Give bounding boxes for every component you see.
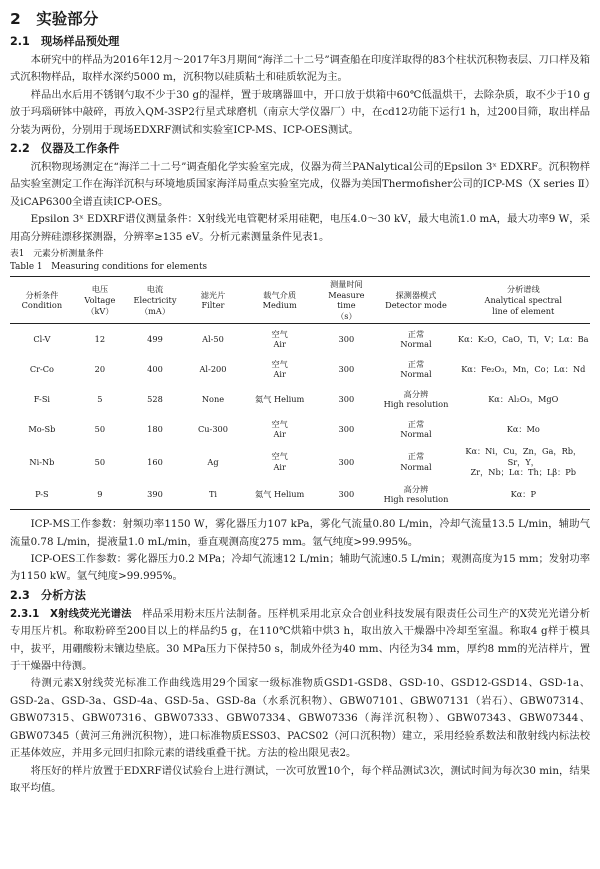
subsection-2-1-title: 2.1 现场样品预处理 — [10, 35, 120, 48]
table-row — [10, 479, 590, 510]
paragraph-2-2-instruments: 沉积物现场测定在“海洋二十二号”调查船化学实验室完成，仪器为荷兰PANalytical公司的Epsilon 3ˣ EDXRF。沉积物样品实验室测定工作在海洋沉积与环境地质国家海洋局重点实验室完成，仪器为美国Thermofisher公司的ICP-MS（X series Ⅱ）及iCAP6300全谱直读ICP-OES。 — [10, 161, 590, 208]
paragraph-2-3-1-standards: 待测元素X射线荧光标准工作曲线选用29个国家一级标准物质GSD1-GSD8、GSD-10、GSD12-GSD14、GSD-1a、GSD-2a、GSD-3a、GSD-4a、GSD-5a、GSD-8a（水系沉积物）、GBW07101、GBW07131（岩石）、GBW07314、GBW07315、GBW07316、GBW07333、GBW07334、GBW07336（海洋沉积物）、GBW07343、GBW07344、GBW07345（黄河三角洲沉积物），进口标准物质ESS03、PACS02（河口沉积物）建立，采用经验系数法和散射线内标法校正基体效应，并用多元回归扣除元素的谱线重叠干扰。方法的检出限见表2。 — [10, 677, 590, 760]
cell-time: 300 — [338, 334, 355, 345]
header-measure-time: 测量时间 Measure time （s） — [317, 277, 375, 324]
cell-medium: 空气 Air — [271, 328, 288, 350]
table-row — [10, 384, 590, 414]
cell-detector: 高分辨 High resolution — [383, 388, 449, 410]
cell-medium: 氦气 Helium — [242, 479, 317, 510]
cell-current: 528 — [147, 394, 163, 405]
cell-voltage: 5 — [97, 394, 103, 405]
paragraph-2-3-1-sample-prep — [10, 606, 590, 676]
cell-medium: 氦气 Helium — [255, 394, 305, 405]
cell-voltage: 50 — [94, 456, 106, 467]
paragraph-2-3-1-text: 样品采用粉末压片法制备。压样机采用北京众合创业科技发展有限责任公司生产的X荧光光谱分析专用压片机。称取粉碎至200目以上的样品约5 g，在110℃烘箱中烘3 h，取出放入干燥器中冷却至室温。称取4 g样于模具中，拔平，用硼酸粉末镶边垫底。30 MPa压力下保持50 s，制成外径为40 mm、内径为34 mm，厚约8 mm的光洁样片，置于干燥器中待测。 — [10, 607, 590, 673]
table-caption-en: Table 1 Measuring conditions for elements — [10, 261, 208, 272]
section-title: 2 实验部分 — [10, 10, 99, 28]
paragraph-icp-oes-parameters: ICP-OES工作参数：雾化器压力0.2 MPa；冷却气流速12 L/min；辅助气流速0.5 L/min；观测高度为15 mm；发射功率为1150 kW。氩气纯度>99.995%。 — [10, 553, 590, 583]
cell-condition: F-Si — [33, 394, 51, 405]
cell-voltage: 12 — [94, 334, 106, 345]
cell-filter: Ag — [207, 456, 219, 467]
cell-time: 300 — [338, 364, 355, 375]
table-header-row — [10, 277, 590, 324]
header-filter: 滤光片 Filter — [184, 277, 242, 324]
table-row — [10, 354, 590, 384]
paragraph-2-2-edxrf-conditions: Epsilon 3ˣ EDXRF谱仪测量条件：X射线光电管靶材采用硅靶，电压4.0～30 kV，最大电流1.0 mA，最大功率9 W，采用高分辨硅漂移探测器，分辨率≥135 eV。分析元素测量条件见表1。 — [10, 213, 590, 243]
cell-current: 390 — [126, 479, 184, 510]
cell-current: 180 — [147, 424, 163, 435]
cell-filter: Al-50 — [202, 334, 224, 345]
paragraph-2-1-samples: 本研究中的样品为2016年12月～2017年3月期间“海洋二十二号”调查船在印度洋取得的83个柱状沉积物表层、刀口样及箱式沉积物样品，取样水深约5000 m，沉积物以硅质粘土和硅质软泥为主。 — [10, 54, 590, 84]
cell-voltage: 20 — [94, 364, 106, 375]
table-row — [10, 444, 590, 479]
cell-spectral-line: Kα：K₂O，CaO，Ti，V；Lα：Ba — [457, 334, 589, 345]
cell-detector: 正常 Normal — [400, 358, 432, 380]
cell-filter: Cu-300 — [198, 424, 228, 435]
table-caption-cn: 表1 元素分析测量条件 — [10, 249, 104, 260]
cell-time: 300 — [338, 424, 355, 435]
cell-current: 400 — [147, 364, 163, 375]
subsection-2-2-title: 2.2 仪器及工作条件 — [10, 142, 120, 156]
page — [10, 6, 590, 797]
cell-medium: 空气 Air — [271, 358, 288, 380]
cell-condition: Ni-Nb — [29, 456, 55, 467]
cell-condition: P-S — [10, 479, 74, 510]
cell-current: 499 — [147, 334, 163, 345]
cell-voltage: 9 — [74, 479, 126, 510]
header-detector-mode: 探测器模式 Detector mode — [375, 277, 456, 324]
paragraph-2-1-pretreatment: 样品出水后用不锈钢勺取不少于30 g的湿样，置于玻璃器皿中，开口放于烘箱中60℃低温烘干，去除杂质，取不少于10 g放于玛瑙研钵中敲碎，再放入QM-3SP2行星式球磨机（南京大学仪器厂）中，在cd12功能下运行1 h，过200目筛，取出样品分装为两份，分别用于现场EDXRF测试和实验室ICP-MS、ICP-OES测试。 — [10, 88, 590, 136]
cell-current: 160 — [147, 456, 163, 467]
cell-time: 300 — [338, 394, 355, 405]
cell-detector: 高分辨 High resolution — [375, 479, 456, 510]
table-row — [10, 414, 590, 444]
cell-filter: None — [201, 394, 225, 405]
cell-spectral-line: Kα：Ni，Cu，Zn，Ga，Rb，Sr，Y， Zr，Nb；Lα：Th；Lβ：Pb — [465, 445, 582, 478]
cell-spectral-line: Kα：P — [457, 479, 590, 510]
cell-medium: 空气 Air — [271, 451, 288, 472]
table-caption — [10, 248, 590, 273]
cell-spectral-line: Kα：Al₂O₃，MgO — [488, 394, 559, 405]
measuring-conditions-table — [10, 276, 590, 510]
cell-voltage: 50 — [94, 424, 106, 435]
cell-spectral-line: Kα：Mo — [506, 424, 540, 435]
header-medium: 载气介质 Medium — [242, 277, 317, 324]
cell-filter: Ti — [184, 479, 242, 510]
table-row — [10, 324, 590, 355]
subsection-2-3-title: 2.3 分析方法 — [10, 588, 86, 602]
header-current: 电流 Electricity （mA） — [126, 277, 184, 324]
cell-medium: 空气 Air — [271, 418, 288, 440]
cell-detector: 正常 Normal — [400, 328, 432, 350]
cell-spectral-line: Kα：Fe₂O₃，Mn，Co；Lα：Nd — [461, 364, 586, 375]
cell-condition: Mo-Sb — [28, 424, 56, 435]
header-spectral-line: 分析谱线 Analytical spectral line of element — [457, 277, 590, 324]
cell-condition: Cr-Co — [29, 364, 54, 375]
subsection-2-3-1-heading: 2.3.1 X射线荧光光谱法 — [10, 607, 132, 620]
cell-filter: Al-200 — [199, 364, 227, 375]
cell-time: 300 — [317, 479, 375, 510]
header-voltage: 电压 Voltage （kV） — [74, 277, 126, 324]
cell-time: 300 — [338, 456, 355, 467]
paragraph-2-3-1-testing: 将压好的样片放置于EDXRF谱仪试验台上进行测试，一次可放置10个，每个样品测试3次，测试时间为每次30 min，结果取平均值。 — [10, 764, 590, 794]
cell-detector: 正常 Normal — [400, 418, 432, 440]
header-condition: 分析条件 Condition — [10, 277, 74, 324]
cell-detector: 正常 Normal — [400, 451, 432, 472]
paragraph-icp-ms-parameters: ICP-MS工作参数：射频功率1150 W，雾化器压力107 kPa，雾化气流量0.80 L/min，冷却气流量13.5 L/min，辅助气流量0.78 L/min，提液量1.0 mL/min，垂直观测高度275 mm。氩气纯度>99.995%。 — [10, 518, 590, 548]
cell-condition: Cl-V — [33, 334, 51, 345]
